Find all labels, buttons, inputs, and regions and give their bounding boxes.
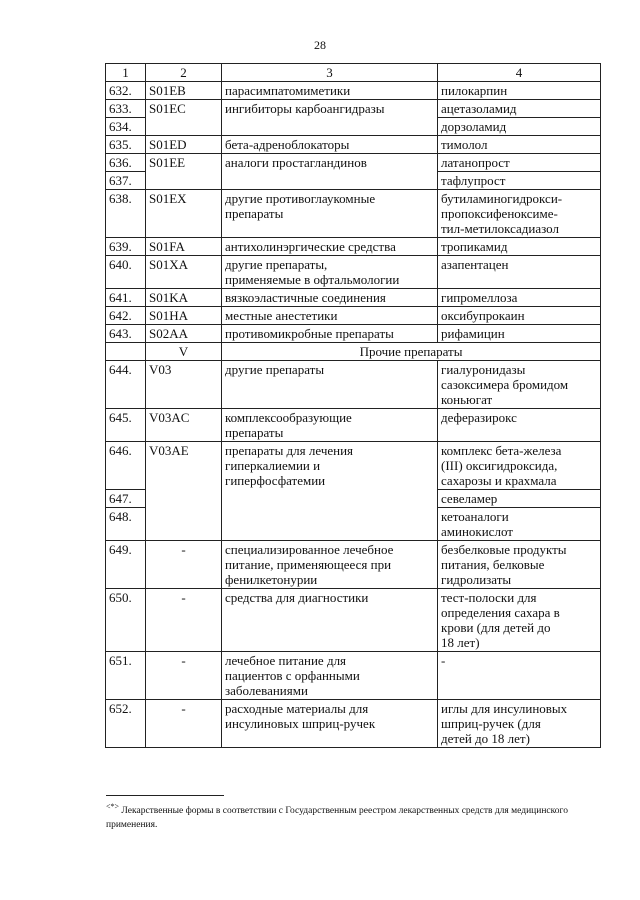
drug-name: пилокарпин (438, 82, 601, 100)
drug-group: противомикробные препараты (222, 325, 438, 343)
row-number: 641. (106, 289, 146, 307)
row-number: 645. (106, 409, 146, 442)
drug-group: комплексообразующие препараты (222, 409, 438, 442)
section-title: Прочие препараты (222, 343, 601, 361)
drug-list-table (105, 63, 601, 748)
atc-code: S01KA (146, 289, 222, 307)
row-number: 643. (106, 325, 146, 343)
row-number: 647. (106, 490, 146, 508)
drug-name: ацетазоламид (438, 100, 601, 118)
atc-code: S01XA (146, 256, 222, 289)
row-number: 636. (106, 154, 146, 172)
row-number: 651. (106, 652, 146, 700)
page-number: 28 (314, 38, 326, 52)
table-row (106, 289, 601, 307)
table-row (106, 361, 601, 409)
drug-name: деферазирокс (438, 409, 601, 442)
drug-group: парасимпатомиметики (222, 82, 438, 100)
section-empty-cell (106, 343, 146, 361)
drug-name: бутиламиногидрокси- пропоксифеноксиме- тил-метилоксадиазол (438, 190, 601, 238)
atc-code: V03 (146, 361, 222, 409)
atc-code: S02AA (146, 325, 222, 343)
drug-name: комплекс бета-железа (III) оксигидроксида, сахарозы и крахмала (438, 442, 601, 490)
row-number: 638. (106, 190, 146, 238)
drug-group: другие препараты, применяемые в офтальмологии (222, 256, 438, 289)
atc-code: - (146, 700, 222, 748)
atc-code: S01EB (146, 82, 222, 100)
drug-group: лечебное питание для пациентов с орфанными заболеваниями (222, 652, 438, 700)
table-row (106, 700, 601, 748)
row-number: 649. (106, 541, 146, 589)
atc-code: V03AE (146, 442, 222, 541)
drug-name: гипромеллоза (438, 289, 601, 307)
drug-name: дорзоламид (438, 118, 601, 136)
drug-name: тропикамид (438, 238, 601, 256)
drug-group: специализированное лечебное питание, применяющееся при фенилкетонурии (222, 541, 438, 589)
column-header: 3 (222, 64, 438, 82)
row-number: 650. (106, 589, 146, 652)
table-row (106, 238, 601, 256)
drug-group: расходные материалы для инсулиновых шприц-ручек (222, 700, 438, 748)
drug-name: азапентацен (438, 256, 601, 289)
atc-code: - (146, 541, 222, 589)
drug-group: ингибиторы карбоангидразы (222, 100, 438, 136)
footnote-divider (106, 795, 224, 796)
atc-code: S01FA (146, 238, 222, 256)
column-header: 1 (106, 64, 146, 82)
column-header: 2 (146, 64, 222, 82)
atc-code: S01HA (146, 307, 222, 325)
drug-name: - (438, 652, 601, 700)
drug-group: антихолинэргические средства (222, 238, 438, 256)
footnote (106, 800, 601, 832)
table-row (106, 442, 601, 490)
atc-code: V03AC (146, 409, 222, 442)
drug-name: иглы для инсулиновых шприц-ручек (для детей до 18 лет) (438, 700, 601, 748)
drug-name: кетоаналоги аминокислот (438, 508, 601, 541)
drug-group: местные анестетики (222, 307, 438, 325)
row-number: 642. (106, 307, 146, 325)
drug-group: средства для диагностики (222, 589, 438, 652)
drug-name: тест-полоски для определения сахара в крови (для детей до 18 лет) (438, 589, 601, 652)
table-row (106, 325, 601, 343)
atc-code: S01EE (146, 154, 222, 190)
atc-code: - (146, 589, 222, 652)
row-number: 632. (106, 82, 146, 100)
footnote-text: Лекарственные формы в соответствии с Государственным реестром лекарственных средств для медицинского применения. (106, 806, 568, 831)
drug-name: тафлупрост (438, 172, 601, 190)
drug-group: препараты для лечения гиперкалиемии и гиперфосфатемии (222, 442, 438, 541)
drug-name: севеламер (438, 490, 601, 508)
drug-name: безбелковые продукты питания, белковые гидролизаты (438, 541, 601, 589)
table-row (106, 307, 601, 325)
drug-name: рифамицин (438, 325, 601, 343)
row-number: 637. (106, 172, 146, 190)
drug-name: оксибупрокаин (438, 307, 601, 325)
column-header: 4 (438, 64, 601, 82)
table-row (106, 256, 601, 289)
row-number: 646. (106, 442, 146, 490)
drug-name: тимолол (438, 136, 601, 154)
table-row (106, 82, 601, 100)
atc-code: S01EC (146, 100, 222, 136)
drug-group: вязкоэластичные соединения (222, 289, 438, 307)
table-row (106, 409, 601, 442)
drug-group: аналоги простагландинов (222, 154, 438, 190)
table-row (106, 154, 601, 172)
row-number: 648. (106, 508, 146, 541)
footnote-mark: <*> (106, 802, 120, 811)
row-number: 640. (106, 256, 146, 289)
atc-code: - (146, 652, 222, 700)
atc-code: S01ED (146, 136, 222, 154)
row-number: 644. (106, 361, 146, 409)
drug-group: другие противоглаукомные препараты (222, 190, 438, 238)
drug-name: гиалуронидазы сазоксимера бромидом коньюгат (438, 361, 601, 409)
section-roman: V (146, 343, 222, 361)
row-number: 634. (106, 118, 146, 136)
table-row (106, 190, 601, 238)
row-number: 633. (106, 100, 146, 118)
table-row (106, 541, 601, 589)
table-row (106, 136, 601, 154)
table-row (106, 589, 601, 652)
row-number: 635. (106, 136, 146, 154)
section-row (106, 343, 601, 361)
row-number: 652. (106, 700, 146, 748)
table-row (106, 100, 601, 118)
drug-group: другие препараты (222, 361, 438, 409)
table-header-row (106, 64, 601, 82)
drug-name: латанопрост (438, 154, 601, 172)
row-number: 639. (106, 238, 146, 256)
table-row (106, 652, 601, 700)
atc-code: S01EX (146, 190, 222, 238)
drug-group: бета-адреноблокаторы (222, 136, 438, 154)
